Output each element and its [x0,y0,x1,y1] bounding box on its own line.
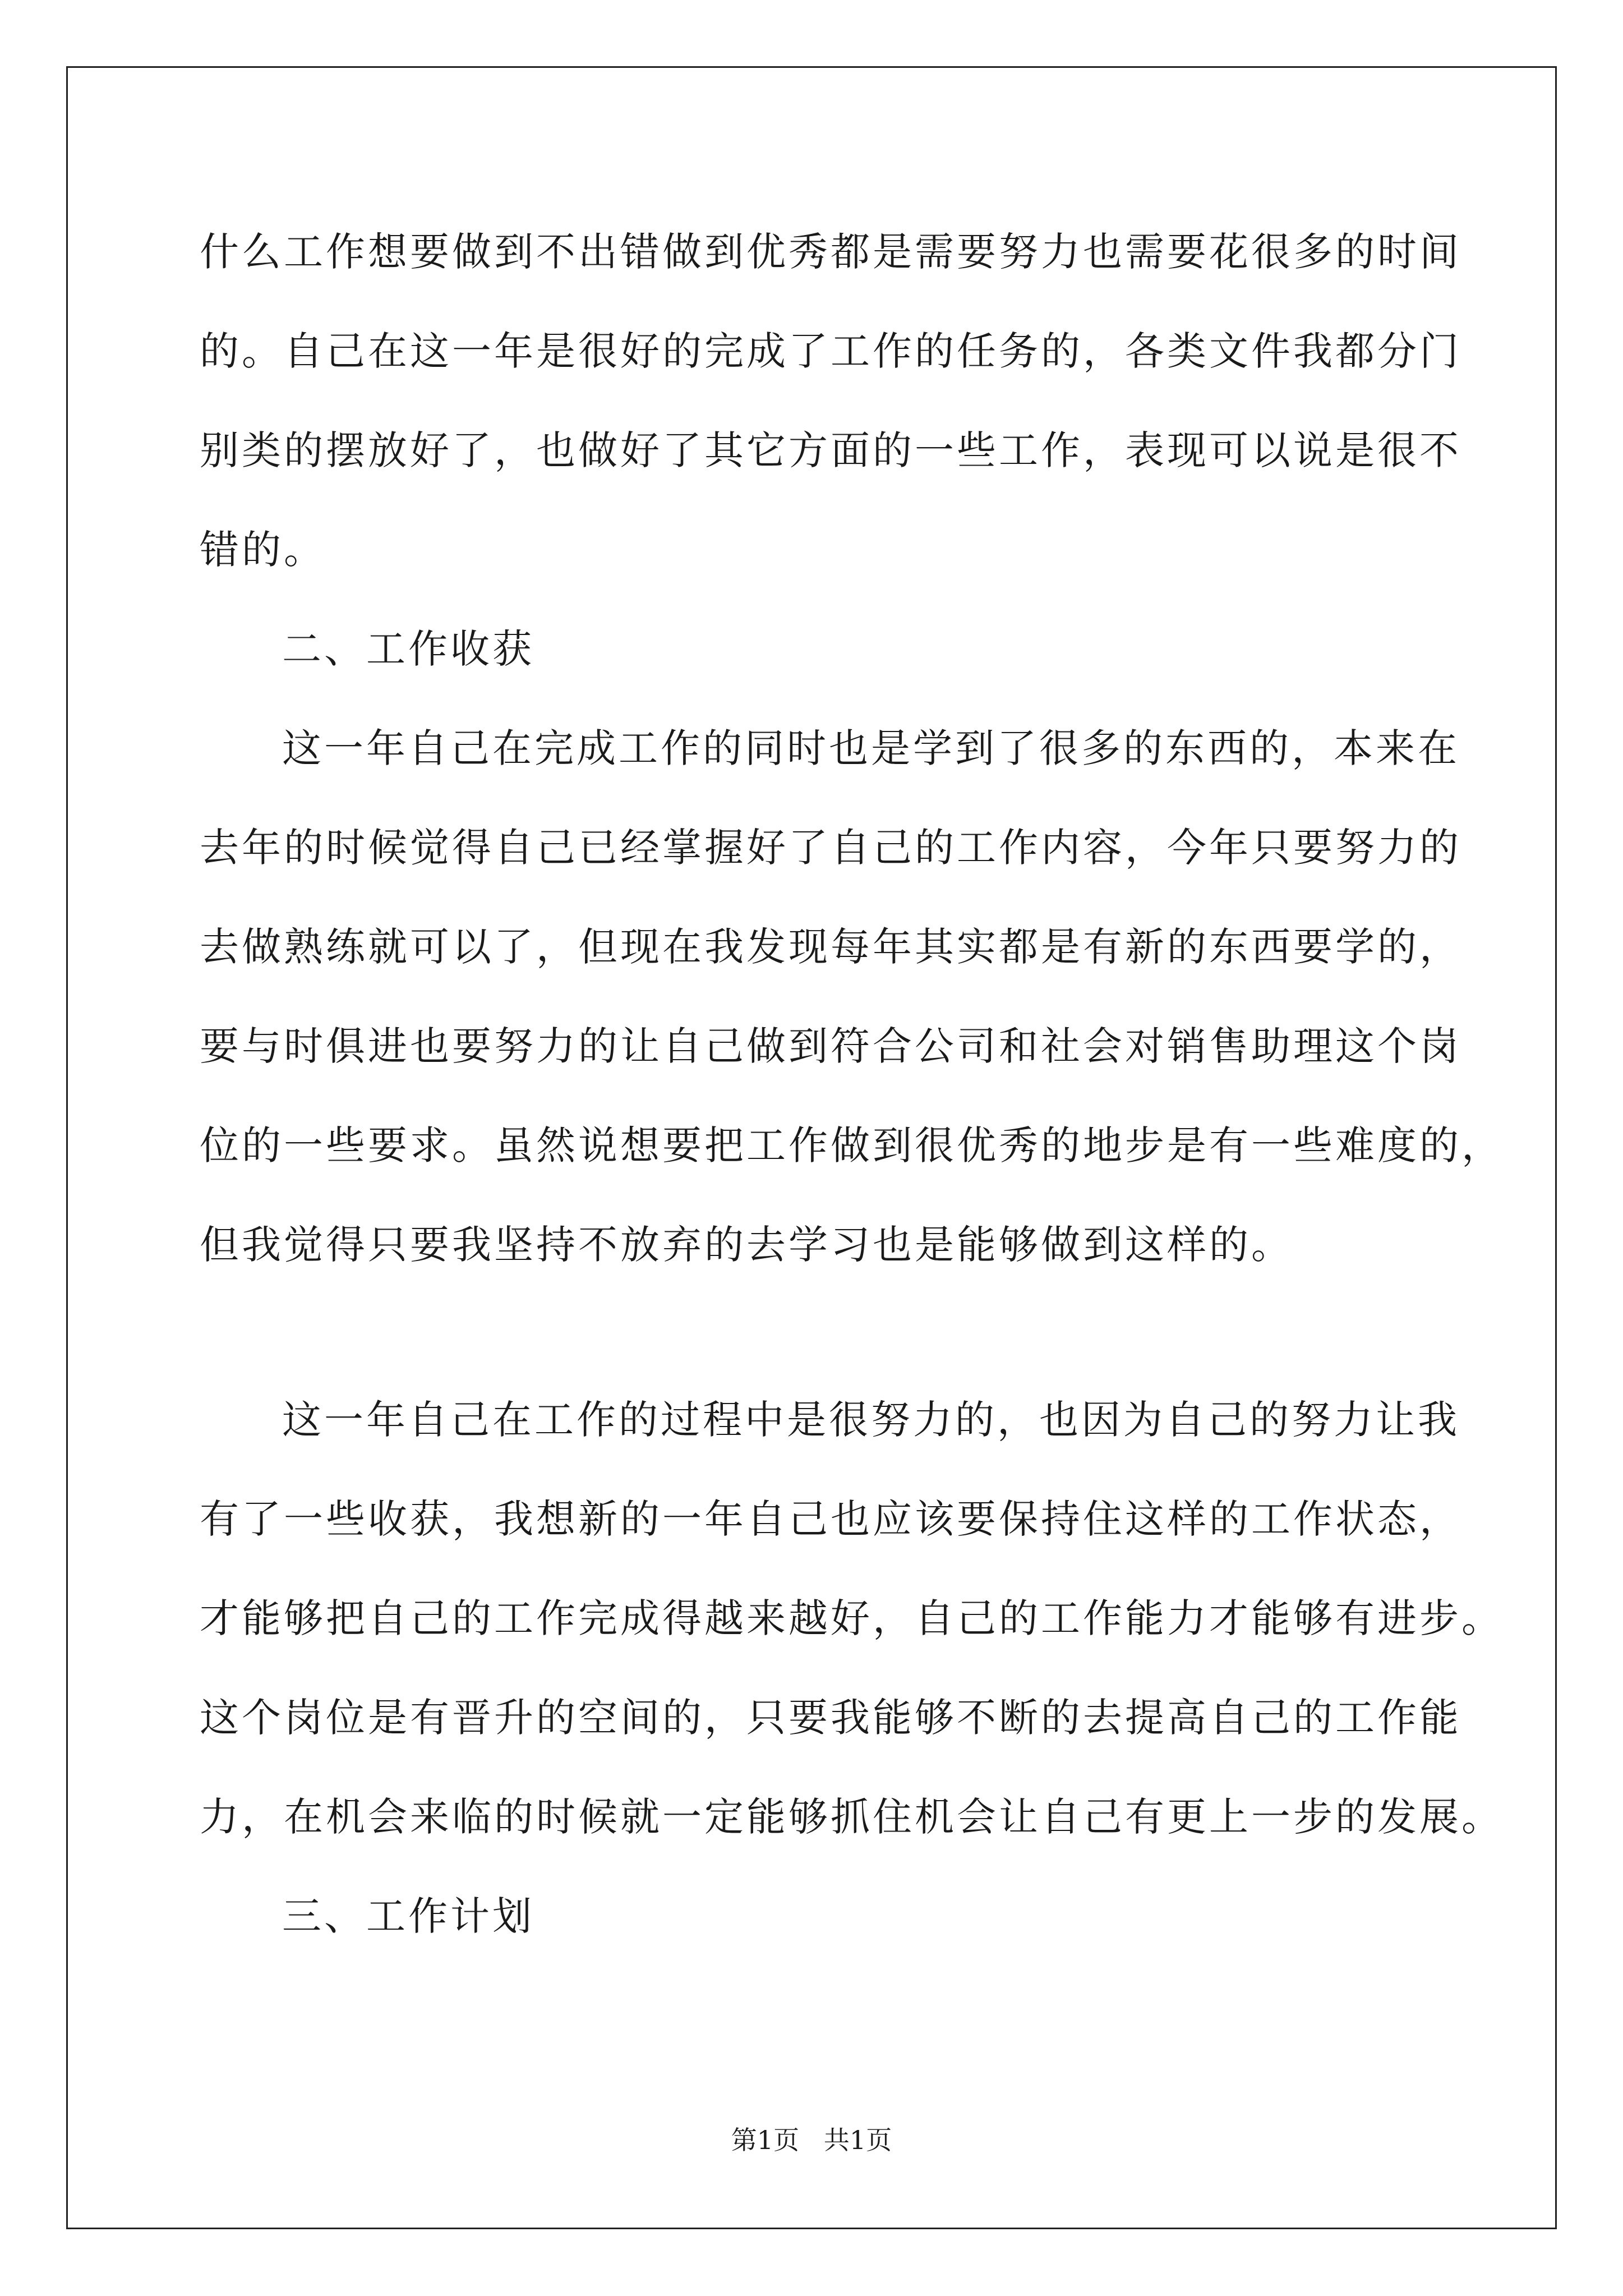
body-text-line: 才能够把自己的工作完成得越来越好，自己的工作能力才能够有进步。 [200,1595,1504,1641]
body-text-line: 的。自己在这一年是很好的完成了工作的任务的，各类文件我都分门 [200,328,1461,374]
section-heading-work-gains: 二、工作收获 [282,626,534,672]
body-text-line: 什么工作想要做到不出错做到优秀都是需要努力也需要花很多的时间 [200,229,1461,275]
page-number-footer: 第1页 共1页 [731,2125,892,2155]
paragraph-start-line: 这一年自己在完成工作的同时也是学到了很多的东西的，本来在 [282,725,1460,771]
body-text-line: 这个岗位是有晋升的空间的，只要我能够不断的去提高自己的工作能 [200,1695,1461,1741]
body-text-line: 力，在机会来临的时候就一定能够抓住机会让自己有更上一步的发展。 [200,1794,1504,1840]
body-text-line: 去年的时候觉得自己已经掌握好了自己的工作内容，今年只要努力的 [200,825,1461,871]
body-text-line: 但我觉得只要我坚持不放弃的去学习也是能够做到这样的。 [200,1222,1293,1268]
body-text-line: 别类的摆放好了，也做好了其它方面的一些工作，表现可以说是很不 [200,427,1461,473]
body-text-line: 要与时俱进也要努力的让自己做到符合公司和社会对销售助理这个岗 [200,1023,1461,1069]
body-text-line: 位的一些要求。虽然说想要把工作做到很优秀的地步是有一些难度的， [200,1122,1504,1168]
body-text-line: 有了一些收获，我想新的一年自己也应该要保持住这样的工作状态， [200,1496,1461,1542]
section-heading-work-plan: 三、工作计划 [282,1893,534,1939]
body-text-line: 去做熟练就可以了，但现在我发现每年其实都是有新的东西要学的， [200,924,1461,970]
paragraph-start-line: 这一年自己在工作的过程中是很努力的，也因为自己的努力让我 [282,1397,1460,1443]
body-text-line: 错的。 [200,527,326,573]
